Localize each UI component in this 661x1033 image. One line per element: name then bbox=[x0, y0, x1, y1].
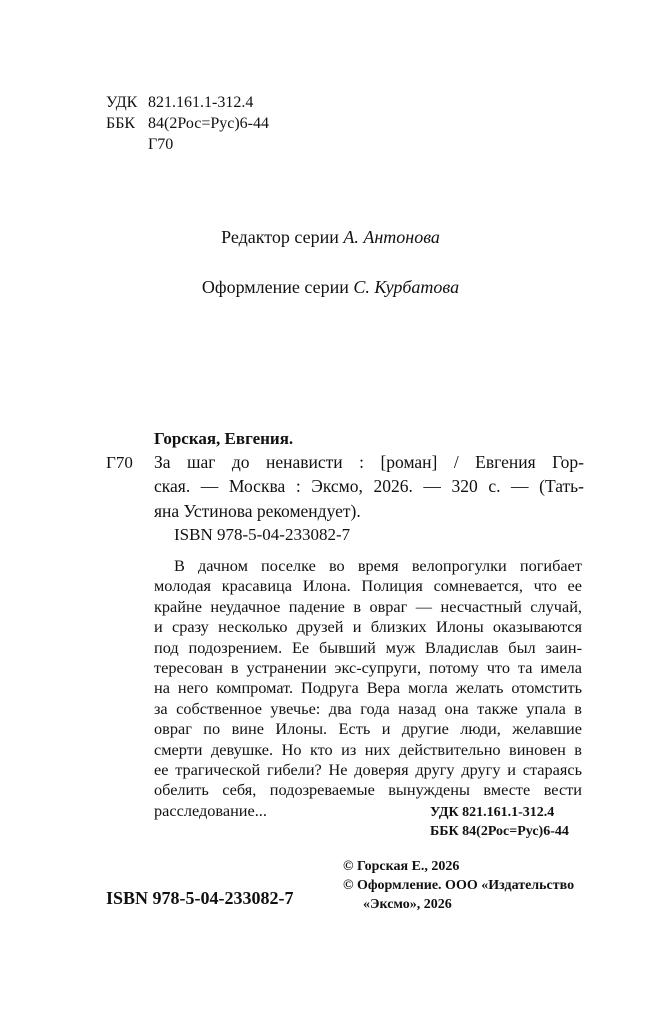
annotation bbox=[154, 556, 582, 821]
footer-isbn: ISBN 978-5-04-233082-7 bbox=[106, 888, 294, 908]
bbk-value: 84(2Рос=Рус)6-44 bbox=[148, 115, 270, 132]
annotation-line: тересован в устранении экс-супруги, потому что та имела bbox=[154, 658, 582, 678]
annotation-line: за собственное увечье: два года назад она также упала в bbox=[154, 698, 582, 718]
editor-name: А. Антонова bbox=[343, 227, 440, 247]
copyright-design-line-1: © Оформление. ООО «Издательство bbox=[343, 878, 575, 893]
bibliography-line: яна Устинова рекомендует). bbox=[154, 500, 361, 521]
bibliography-description bbox=[154, 450, 584, 523]
classification-block bbox=[106, 92, 269, 155]
bbk-row bbox=[106, 113, 269, 134]
design-label: Оформление серии bbox=[201, 277, 349, 297]
series-design-credit bbox=[0, 276, 661, 298]
series-editor-credit bbox=[0, 226, 661, 248]
annotation-line: на него компромат. Подруга Вера могла желать отомстить bbox=[154, 678, 582, 698]
bbk-label: ББК bbox=[106, 115, 136, 132]
annotation-line: под подозрением. Ее бывший муж Владислав был заин- bbox=[154, 637, 582, 657]
bibliography-author: Горская, Евгения. bbox=[154, 429, 294, 448]
annotation-line: обелить себя, подозреваемые вынуждены вместе вести bbox=[154, 780, 582, 800]
annotation-line: овраг по вине Илоны. Есть и другие люди, желавшие bbox=[154, 719, 582, 739]
footer-bbk: ББК 84(2Рос=Рус)6-44 bbox=[430, 824, 569, 839]
annotation-line: ее трагической гибели? Не доверяя другу другу и стараясь bbox=[154, 760, 582, 780]
udk-row bbox=[106, 92, 269, 113]
annotation-line: крайне неудачное падение в овраг — несчастный случай, bbox=[154, 596, 582, 616]
bibliography-code: Г70 bbox=[106, 453, 133, 472]
copyright-author: © Горская Е., 2026 bbox=[343, 859, 460, 874]
udk-label: УДК bbox=[106, 94, 138, 111]
annotation-line: и сразу несколько друзей и близких Илоны оказываются bbox=[154, 617, 582, 637]
editor-label: Редактор серии bbox=[221, 227, 339, 247]
bibliography-isbn: ISBN 978-5-04-233082-7 bbox=[174, 525, 351, 544]
annotation-line: молодая красавица Илона. Полиция сомневается, что ее bbox=[154, 576, 582, 596]
author-mark-row bbox=[106, 134, 269, 155]
bibliography-line: ская. — Москва : Эксмо, 2026. — 320 с. — (Тать- bbox=[154, 476, 584, 497]
bibliography-line: За шаг до ненависти : [роман] / Евгения Гор- bbox=[154, 452, 584, 472]
footer-udk: УДК 821.161.1-312.4 bbox=[430, 805, 555, 820]
copyright-design-line-2: «Эксмо», 2026 bbox=[363, 897, 452, 912]
annotation-line: расследование... bbox=[154, 800, 267, 820]
author-mark: Г70 bbox=[148, 136, 174, 153]
design-name: С. Курбатова bbox=[353, 277, 460, 297]
udk-value: 821.161.1-312.4 bbox=[148, 94, 254, 111]
annotation-line: смерти девушке. Но кто из них действительно виновен в bbox=[154, 739, 582, 759]
annotation-line: В дачном поселке во время велопрогулки погибает bbox=[174, 556, 582, 575]
